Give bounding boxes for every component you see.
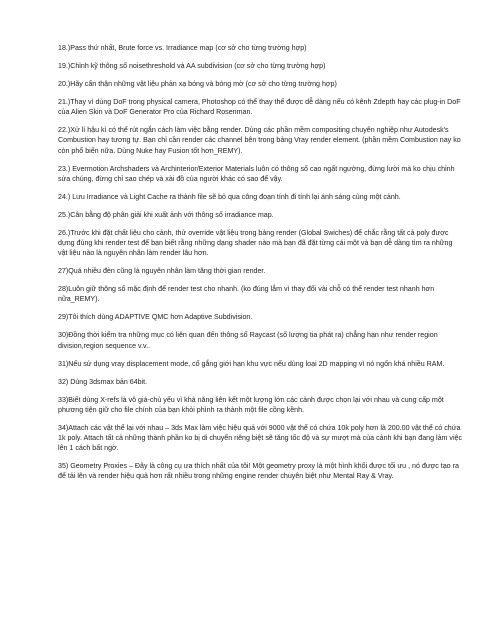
paragraph-24: 24.) Lưu Irradiance và Light Cache ra thành file sẽ bỏ qua công đoạn tính đi tính lại ánh sáng cùng một cảnh. xyxy=(58,192,401,201)
paragraph-23: 23.) Evermotion Archshaders và Archinterior/Exterior Materials luôn có thông số cao ngất ngưởng, đừng lười mà ko chịu chỉnh sửa chúng, đừng chỉ sao chép và xài đồ của người khác có sao để vậy. xyxy=(58,164,455,183)
paragraph-32: 32) Dùng 3dsmax bản 64bit. xyxy=(58,377,148,386)
paragraph-26: 26.)Trước khi đặt chất liệu cho cảnh, thử override vật liệu trong bảng render (Global Swiches) để chắc rằng tất cả poly được dựng đúng khi render test để bạn biết rằng những dạng shader nào mà bạn đã đặt từng cái một và bạn dễ dàng tìm ra những vật liệu nào là nguyên nhân làm render lâu hơn. xyxy=(58,228,453,258)
document-body xyxy=(58,43,463,489)
paragraph-19: 19.)Chỉnh kỹ thông số noisethreshold và AA subdivision (cơ sở cho từng trường hợp) xyxy=(58,62,326,70)
paragraph-20: 20.)Hãy cẩn thận những vật liệu phản xạ bóng và bóng mờ (cơ sở cho từng trường hợp) xyxy=(58,80,337,88)
paragraph-35: 35) Geometry Proxies – Đây là công cụ ưa thích nhất của tôi! Một geometry proxy là một hình khối được tối ưu , nó được tạo ra để tải lên và render hiệu quả hơn rất nhiều trong những engine render chuyên biệt như Mental Ray & Vray. xyxy=(58,462,459,481)
paragraph-33: 33)Biết dùng X-refs là vô giá-chủ yếu vì khả năng liên kết một lượng lớn các cảnh được chọn lại với nhau và cung cấp một phương tiện giữ cho file chính của bạn khỏi phình ra thành một file cồng kềnh. xyxy=(58,395,444,414)
paragraph-31: 31)Nếu sử dụng vray displacement mode, cố gắng giới hạn khu vực nếu dùng loại 2D mapping vì nó ngốn khá nhiều RAM. xyxy=(58,359,445,368)
paragraph-27: 27)Quá nhiều đèn cũng là nguyên nhân làm tăng thời gian render. xyxy=(58,267,266,276)
paragraph-25: 25.)Cân bằng độ phân giải khi xuất ảnh với thông số irradiance map. xyxy=(58,210,274,219)
paragraph-22: 22.)Xử lí hậu kì có thể rút ngắn cách làm việc bằng render. Dùng các phần mềm compositing chuyên nghiệp như Autodesk's Combustion hay tương tự. Bạn chỉ cần render các channel bên trong bảng Vray render element. (phần mềm Combustion nay ko còn phổ biến nữa. Dùng Nuke hay Fusion tốt hơn_REMY). xyxy=(58,126,461,155)
paragraph-28: 28)Luôn giữ thông số mặc định để render test cho nhanh. (ko đúng lắm vì thay đổi vài chỗ có thể render test nhanh hơn nữa_REMY). xyxy=(58,285,435,304)
paragraph-30: 30)Đồng thời kiểm tra những mục có liên quan đến thông số Raycast (số lượng tia phát ra) chẳng hạn như render region division,region sequence v.v.. xyxy=(58,331,438,350)
paragraph-34: 34)Attach các vật thể lại với nhau – 3ds Max làm việc hiệu quả với 9000 vật thể có chứa 10k poly hơn là 200.00 vật thể có chứa 1k poly. Attach tất cả những thành phần ko bị di chuyển riêng biệt sẽ tăng tốc độ và sự mượt mà của cảnh khi bạn đang làm việc lên 1 cách bất ngờ. xyxy=(58,423,463,453)
paragraph-29: 29)Tôi thích dùng ADAPTIVE QMC hơn Adaptive Subdivision. xyxy=(58,313,253,322)
paragraph-18: 18.)Pass thứ nhất, Brute force vs. Irradiance map (cơ sở cho từng trường hợp) xyxy=(58,44,307,52)
paragraph-21: 21.)Thay vì dùng DoF trong physical camera, Photoshop có thể thay thế được dễ dàng nếu có kênh Zdepth hay các plug-in DoF của Alien Skin và DoF Generator Pro của Richard Rosenman. xyxy=(58,98,461,117)
